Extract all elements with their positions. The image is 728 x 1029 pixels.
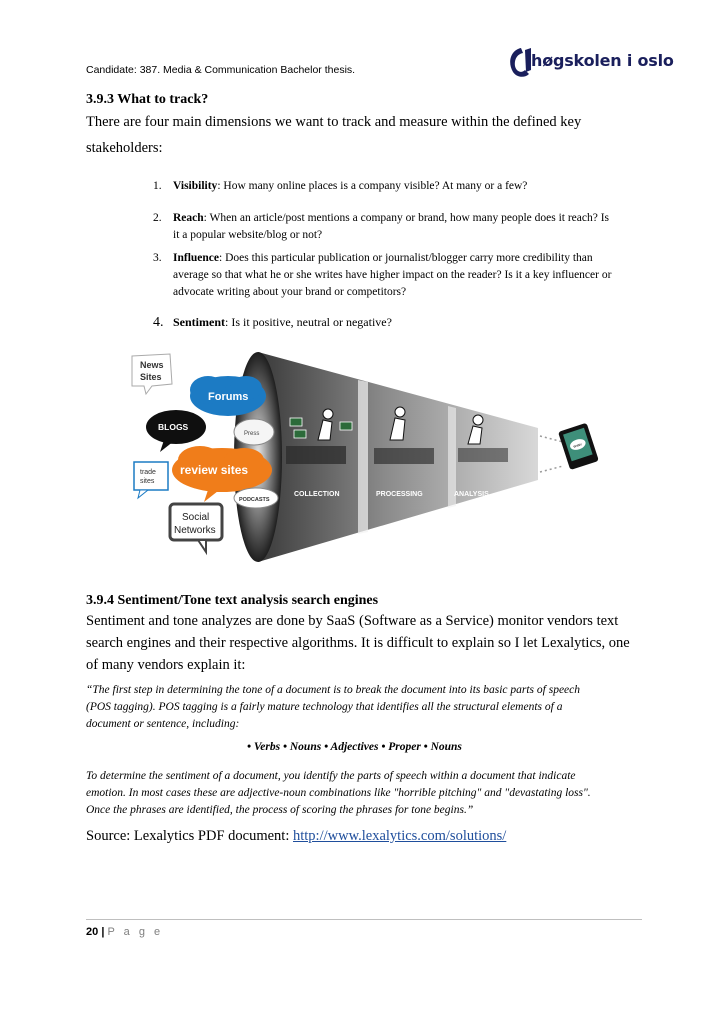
svg-text:trade: trade bbox=[140, 469, 156, 476]
page-word: P a g e bbox=[107, 926, 164, 938]
svg-text:review sites: review sites bbox=[180, 463, 249, 477]
forums-bubble bbox=[190, 376, 266, 416]
svg-text:PODCASTS: PODCASTS bbox=[239, 497, 270, 503]
quote-paragraph-2: To determine the sentiment of a document, you identify the parts of speech within a document that indicate emotion. In most cases these are adjective-noun combinations like "horrible pitching" and "devastating loss". Once the phrases are identified, the process of scoring the phrases for tone begins.” bbox=[86, 770, 591, 816]
source-line: Source: Lexalytics PDF document: http://www.lexalytics.com/solutions/ bbox=[86, 828, 507, 844]
svg-text:sites: sites bbox=[140, 478, 155, 485]
stage-label-analysis: ANALYSIS bbox=[454, 491, 489, 498]
quote-paragraph-1: “The first step in determining the tone of a document is to break the document into its basic parts of speech (POS tagging). POS tagging is a fairly mature technology that identifies all the structural elements of a document or sentence, including: bbox=[86, 684, 581, 730]
blogs-bubble bbox=[146, 410, 206, 452]
page-number: 20 bbox=[86, 926, 99, 938]
monitor-screen bbox=[558, 423, 599, 470]
header-candidate-line: Candidate: 387. Media & Communication Bachelor thesis. bbox=[86, 64, 356, 76]
page-footer: 20 | P a g e bbox=[86, 926, 164, 938]
list-term: Visibility bbox=[173, 180, 218, 192]
footer-divider bbox=[86, 919, 642, 920]
pos-bullets: • Verbs • Nouns • Adjectives • Proper • Nouns bbox=[247, 741, 462, 753]
social-networks-bubble bbox=[170, 504, 222, 552]
section-heading-393: 3.9.3 What to track? bbox=[86, 92, 209, 107]
list-term: Influence bbox=[173, 252, 219, 264]
body-line-3: of many vendors explain it: bbox=[86, 657, 246, 673]
source-link[interactable]: http://www.lexalytics.com/solutions/ bbox=[293, 828, 507, 844]
stage-label-collection: COLLECTION bbox=[294, 491, 340, 498]
body-line-2: search engines and their respective algorithms. It is difficult to explain so I let Lexalytics, one bbox=[86, 635, 630, 651]
svg-text:Press: Press bbox=[244, 431, 260, 437]
press-bubble bbox=[234, 419, 274, 445]
screen-label: www bbox=[572, 441, 583, 449]
svg-text:Sites: Sites bbox=[140, 372, 162, 382]
svg-text:News: News bbox=[140, 360, 164, 370]
logo-text: høgskolen i oslo bbox=[531, 51, 674, 70]
intro-line-2: stakeholders: bbox=[86, 140, 163, 156]
svg-text:BLOGS: BLOGS bbox=[158, 422, 189, 432]
svg-text:Networks: Networks bbox=[174, 525, 216, 536]
news-sites-bubble bbox=[132, 354, 172, 394]
intro-line-1: There are four main dimensions we want to track and measure within the defined key bbox=[86, 114, 582, 130]
podcasts-bubble bbox=[234, 488, 278, 508]
monitoring-funnel-illustration bbox=[118, 340, 648, 568]
svg-text:Social: Social bbox=[182, 512, 210, 523]
section-heading-394: 3.9.4 Sentiment/Tone text analysis search engines bbox=[86, 593, 379, 608]
list-term: Sentiment bbox=[173, 315, 225, 329]
trade-sites-bubble bbox=[134, 462, 168, 498]
body-line-1: Sentiment and tone analyzes are done by SaaS (Software as a Service) monitor vendors text bbox=[86, 613, 619, 629]
svg-text:Forums: Forums bbox=[208, 391, 249, 403]
list-term: Reach bbox=[173, 212, 204, 224]
stage-label-processing: PROCESSING bbox=[376, 491, 423, 498]
